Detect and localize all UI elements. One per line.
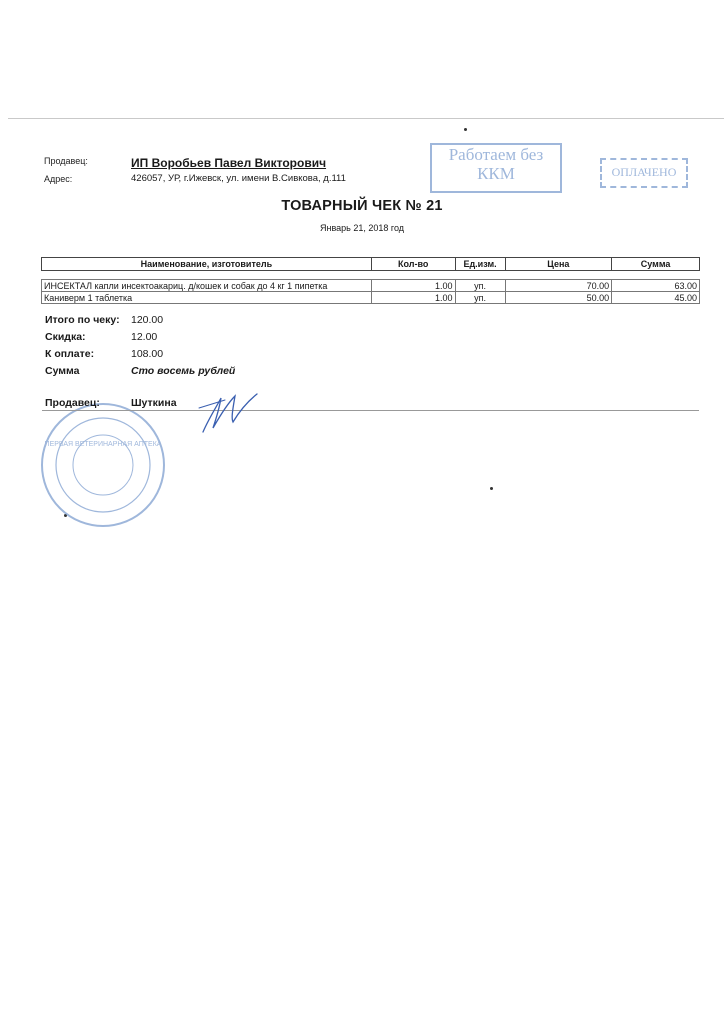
sum-label: Сумма <box>45 365 80 377</box>
column-header: Наименование, изготовитель <box>42 258 372 271</box>
seller-name: ИП Воробьев Павел Викторович <box>131 156 327 170</box>
items-table <box>41 257 700 304</box>
item-name: Каниверм 1 таблетка <box>42 292 372 304</box>
item-qty: 1.00 <box>371 280 455 292</box>
column-header: Цена <box>505 258 612 271</box>
total-label: Итого по чеку: <box>45 314 120 326</box>
rect-stamp-text: Работаем без ККМ <box>448 145 544 183</box>
sum-in-words: Сто восемь рублей <box>131 365 236 377</box>
item-sum: 63.00 <box>612 280 700 292</box>
address-value: 426057, УР, г.Ижевск, ул. имени В.Сивкова, д.111 <box>131 173 346 184</box>
seller-label: Продавец: <box>44 156 88 166</box>
small-stamp-text: ОПЛАЧЕНО <box>611 165 677 179</box>
scan-speck <box>490 487 493 490</box>
scan-speck <box>464 128 467 131</box>
receipt-title: ТОВАРНЫЙ ЧЕК № 21 <box>281 198 443 214</box>
signature-seller-name: Шуткина <box>131 397 177 409</box>
signature-seller-label: Продавец: <box>45 397 100 409</box>
paid-stamp <box>600 158 688 188</box>
discount-label: Скидка: <box>45 331 86 343</box>
pay-label: К оплате: <box>45 348 95 360</box>
column-header: Кол-во <box>371 258 455 271</box>
table-row <box>42 292 700 304</box>
table-row <box>42 280 700 292</box>
address-label: Адрес: <box>44 174 73 184</box>
handwritten-signature <box>195 388 265 438</box>
item-sum: 45.00 <box>612 292 700 304</box>
table-header-row <box>42 258 700 271</box>
round-pharmacy-stamp <box>38 400 168 530</box>
receipt-date: Январь 21, 2018 год <box>319 223 405 233</box>
pay-value: 108.00 <box>131 348 164 360</box>
item-unit: уп. <box>455 280 505 292</box>
item-price: 70.00 <box>505 280 612 292</box>
column-header: Сумма <box>612 258 700 271</box>
scan-edge-line <box>8 118 724 119</box>
round-stamp-text: ПЕРВАЯ ВЕТЕРИНАРНАЯ АПТЕКА <box>44 441 162 448</box>
signature-line <box>42 410 699 411</box>
item-price: 50.00 <box>505 292 612 304</box>
round-stamp-icon <box>38 400 168 530</box>
discount-value: 12.00 <box>131 331 158 343</box>
column-header: Ед.изм. <box>455 258 505 271</box>
total-value: 120.00 <box>131 314 164 326</box>
item-unit: уп. <box>455 292 505 304</box>
item-qty: 1.00 <box>371 292 455 304</box>
item-name: ИНСЕКТАЛ капли инсектоакариц. д/кошек и собак до 4 кг 1 пипетка <box>42 280 372 292</box>
no-cash-register-stamp <box>430 143 562 193</box>
